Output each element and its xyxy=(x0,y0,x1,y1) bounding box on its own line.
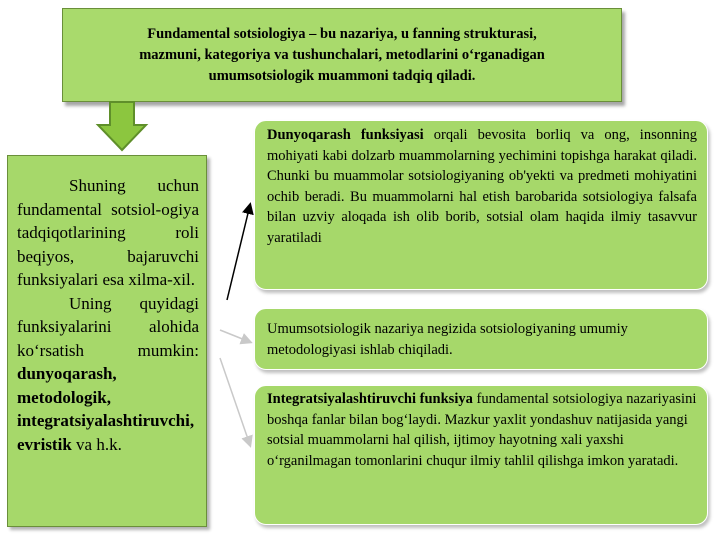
integration-function-text: fundamental sotsiologiya nazariyasini boshqa fanlar bilan bog‘laydi. Mazkur yaxlit yondashuv natijasida yangi sotsial muammolarni hal qilish, ijtimoy hayotning xali yaxshi o‘rganilmagan tomonlarini chuqur ilmiy tahlil qilishga imkon yaratadi. xyxy=(267,391,697,469)
integration-function-box xyxy=(254,385,708,525)
functions-intro: Shuning uchun fundamental sotsiol-ogiya tadqiqotlarining roli beqiyos, bajaruvchi funksiyalari esa xilma-xil. xyxy=(17,176,199,289)
connector-to-integration-box xyxy=(220,358,250,445)
functions-box xyxy=(7,155,207,527)
functions-list-paragraph xyxy=(17,292,199,457)
definition-line-2: mazmuni, kategoriya va tushunchalari, metodlarini o‘rganadigan xyxy=(139,46,545,63)
integration-function-title: Integratsiyalashtiruvchi funksiya xyxy=(267,391,473,407)
methodology-function-text: Umumsotsiologik nazariya negizida sotsiologiyaning umumiy metodologiyasi ishlab chiqiladi. xyxy=(267,321,628,358)
down-arrow-icon xyxy=(98,102,146,150)
worldview-function-box xyxy=(254,120,708,290)
worldview-function-text: orqali bevosita borliq va ong, insonning mohiyati kabi dolzarb muammolarning yechimini topishga harakat qiladi. Chunki bu muammolar sotsiologiyaning ob'yekti va predmeti mohiyatini ochib beradi. Bu muammolarni hal etish barobarida sotsiologiya falsafa bilan uzviy aloqada ish olib borib, sotsial olam haqida ilmiy tasavvur yaratiladi xyxy=(267,127,697,246)
worldview-function-title: Dunyoqarash funksiyasi xyxy=(267,127,424,143)
methodology-function-box xyxy=(254,308,708,370)
connector-to-worldview-box xyxy=(227,205,250,300)
definition-line-3: umumsotsiologik muammoni tadqiq qiladi. xyxy=(208,67,476,84)
functions-list-names: dunyoqarash, metodologik, integratsiyalashtiruvchi, evristik xyxy=(17,364,195,454)
functions-list-tail: va h.k. xyxy=(71,434,122,454)
connector-to-methodology-box xyxy=(220,330,250,342)
definition-line-1: Fundamental sotsiologiya – bu nazariya, u fanning strukturasi, xyxy=(147,25,537,42)
functions-list-lead: Uning quyidagi funksiyalarini alohida ko‘rsatish mumkin: xyxy=(17,293,199,360)
